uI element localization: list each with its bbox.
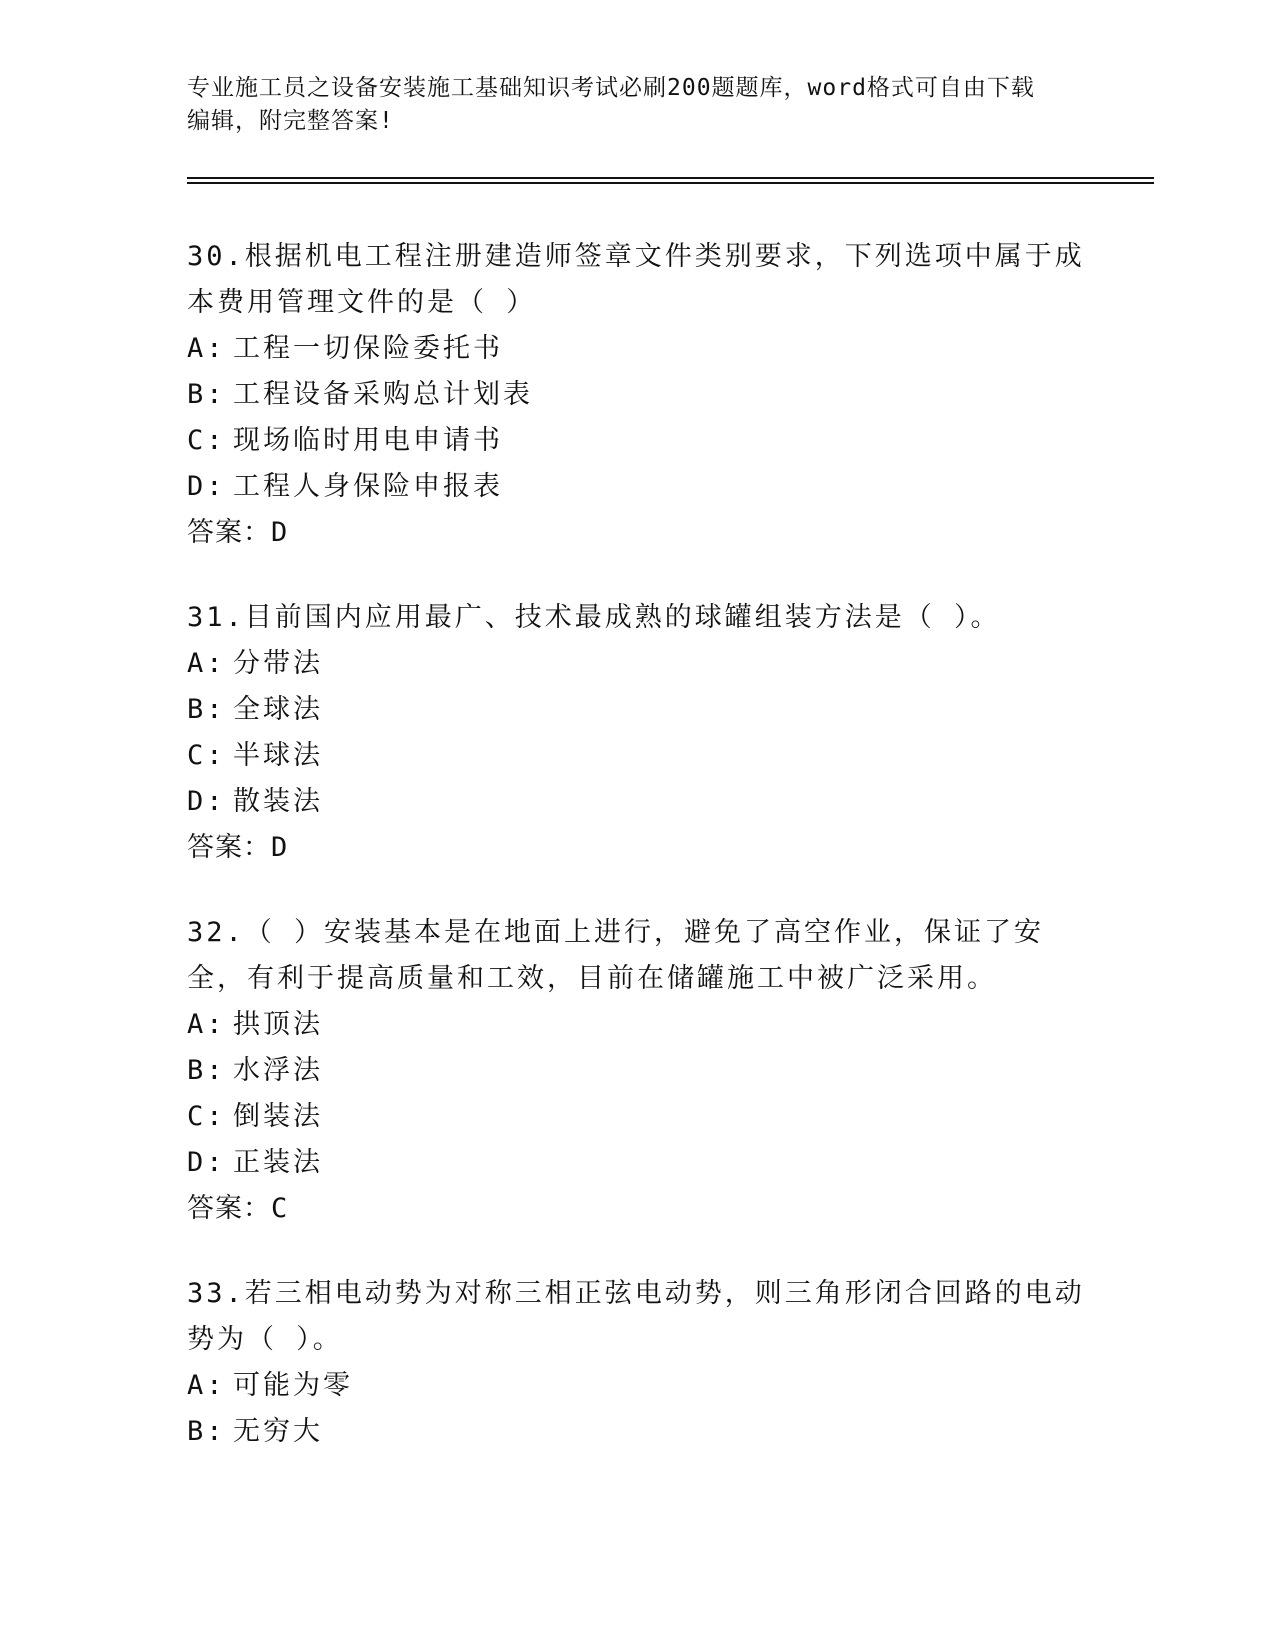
option-key: A: [187, 648, 226, 679]
option-key: C: [187, 425, 226, 456]
option-b [187, 1409, 1087, 1455]
option-text: 现场临时用电申请书 [233, 425, 503, 456]
option-text: 散装法 [233, 786, 323, 817]
answer-label: 答案： [187, 517, 271, 548]
option-key: D: [187, 786, 226, 817]
option-b [187, 372, 1087, 418]
option-text: 可能为零 [233, 1370, 353, 1401]
question-33 [187, 1271, 1087, 1455]
header-line-2: 编辑，附完整答案! [187, 108, 394, 134]
option-d [187, 464, 1087, 510]
option-key: A: [187, 333, 226, 364]
option-key: B: [187, 694, 226, 725]
answer-label: 答案： [187, 832, 271, 863]
option-text: 拱顶法 [233, 1009, 323, 1040]
option-key: C: [187, 740, 226, 771]
option-key: A: [187, 1370, 226, 1401]
answer-line [187, 1186, 1087, 1232]
option-text: 工程设备采购总计划表 [233, 379, 533, 410]
option-key: B: [187, 379, 226, 410]
option-text: 水浮法 [233, 1055, 323, 1086]
answer-value: D [271, 517, 289, 548]
option-key: D: [187, 471, 226, 502]
option-text: 工程人身保险申报表 [233, 471, 503, 502]
header-rule-top [187, 177, 1154, 179]
question-31 [187, 595, 1087, 871]
option-d [187, 1140, 1087, 1186]
option-a [187, 641, 1087, 687]
question-stem: 31.目前国内应用最广、技术最成熟的球罐组装方法是（ ）。 [187, 602, 1001, 633]
option-text: 工程一切保险委托书 [233, 333, 503, 364]
option-b [187, 687, 1087, 733]
header-line-1: 专业施工员之设备安装施工基础知识考试必刷200题题库，word格式可自由下载 [187, 75, 1035, 101]
option-b [187, 1048, 1087, 1094]
option-text: 分带法 [233, 648, 323, 679]
option-c [187, 1094, 1087, 1140]
answer-value: D [271, 832, 289, 863]
option-c [187, 418, 1087, 464]
question-stem: 33.若三相电动势为对称三相正弦电动势，则三角形闭合回路的电动势为（ ）。 [187, 1278, 1085, 1355]
option-key: C: [187, 1101, 226, 1132]
option-a [187, 326, 1087, 372]
question-30 [187, 234, 1087, 556]
option-c [187, 733, 1087, 779]
option-a [187, 1002, 1087, 1048]
option-text: 全球法 [233, 694, 323, 725]
document-header [187, 72, 1067, 138]
option-key: B: [187, 1416, 226, 1447]
answer-line [187, 510, 1087, 556]
option-text: 倒装法 [233, 1101, 323, 1132]
option-a [187, 1363, 1087, 1409]
option-key: A: [187, 1009, 226, 1040]
question-32 [187, 910, 1087, 1232]
question-list [187, 234, 1087, 1494]
option-text: 半球法 [233, 740, 323, 771]
answer-line [187, 825, 1087, 871]
option-text: 无穷大 [233, 1416, 323, 1447]
option-key: D: [187, 1147, 226, 1178]
question-stem: 30.根据机电工程注册建造师签章文件类别要求，下列选项中属于成本费用管理文件的是（ ） [187, 241, 1085, 318]
question-stem: 32.（ ）安装基本是在地面上进行，避免了高空作业，保证了安全，有利于提高质量和工效，目前在储罐施工中被广泛采用。 [187, 917, 1045, 994]
option-key: B: [187, 1055, 226, 1086]
header-rule-bottom [187, 182, 1154, 184]
option-d [187, 779, 1087, 825]
option-text: 正装法 [233, 1147, 323, 1178]
answer-value: C [271, 1193, 289, 1224]
answer-label: 答案： [187, 1193, 271, 1224]
